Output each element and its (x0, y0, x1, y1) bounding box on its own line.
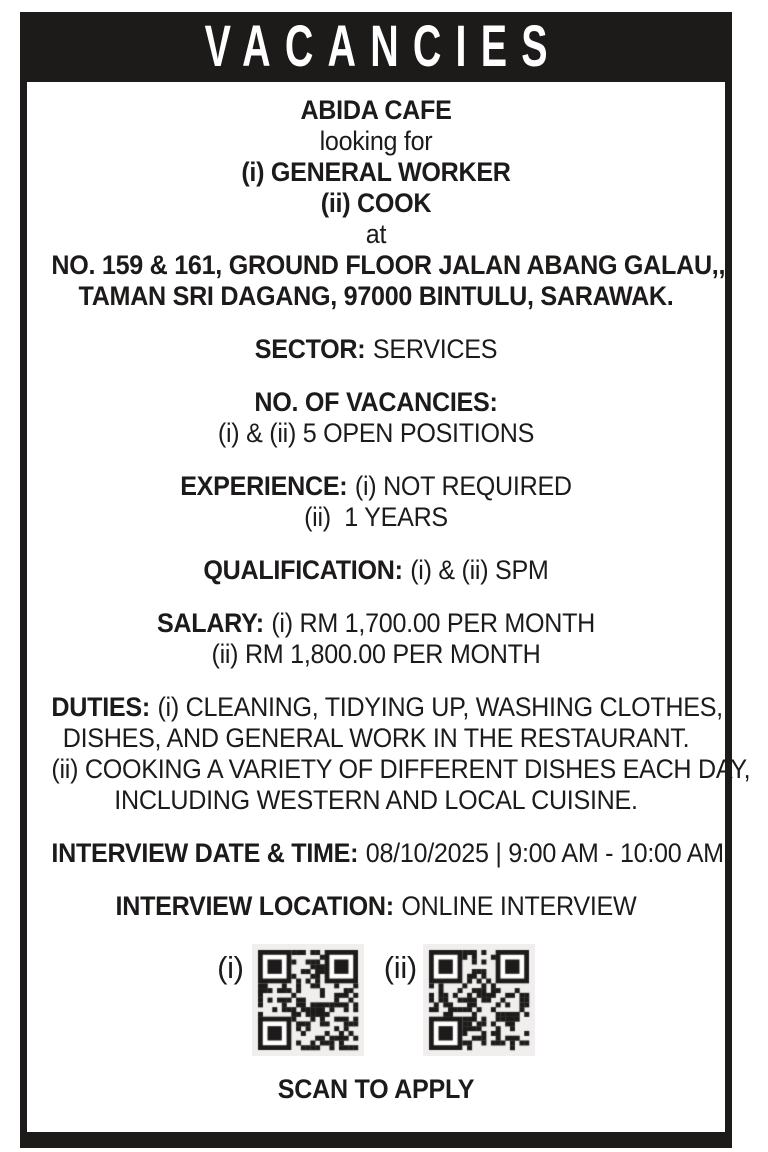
vacancies-header-bar (20, 12, 732, 82)
address-line-2: TAMAN SRI DAGANG, 97000 BINTULU, SARAWAK. (78, 281, 674, 311)
page-title: VACANCIES (204, 14, 562, 79)
position-cook: (ii) COOK (320, 188, 432, 218)
salary-value-1: (i) RM 1,700.00 PER MONTH (271, 608, 596, 638)
sector-label: SECTOR: (254, 334, 366, 364)
qualification-value: (i) & (ii) SPM (410, 555, 549, 585)
intro-section (27, 95, 725, 312)
salary-value-2: (ii) RM 1,800.00 PER MONTH (211, 639, 541, 669)
scan-to-apply-caption-block (27, 1074, 725, 1105)
qualification-label: QUALIFICATION: (203, 555, 403, 585)
interview-location-value: ONLINE INTERVIEW (401, 891, 637, 921)
poster-frame (20, 12, 751, 1148)
qualification-section (27, 555, 725, 586)
duties-line-2: DISHES, AND GENERAL WORK IN THE RESTAURANT. (62, 723, 690, 753)
vacancies-count-value: (i) & (ii) 5 OPEN POSITIONS (217, 418, 535, 448)
experience-value-2: (ii) 1 YEARS (304, 502, 448, 532)
at-text: at (365, 219, 387, 249)
interview-location-label: INTERVIEW LOCATION: (115, 891, 394, 921)
looking-for-text: looking for (319, 126, 433, 156)
interview-location-section (27, 891, 725, 922)
vacancies-count-section (27, 387, 725, 449)
qr-section (217, 944, 535, 1056)
position-general-worker: (i) GENERAL WORKER (241, 157, 511, 187)
interview-datetime-section (27, 838, 725, 869)
duties-label: DUTIES: (51, 692, 150, 722)
qr-label-i: (i) (217, 950, 244, 985)
qr-code-ii (423, 944, 535, 1056)
duties-line-3: (ii) COOKING A VARIETY OF DIFFERENT DISHES EACH DAY, (51, 754, 751, 784)
duties-line-1: (i) CLEANING, TIDYING UP, WASHING CLOTHES, (157, 692, 723, 722)
experience-section (27, 471, 725, 533)
experience-value-1: (i) NOT REQUIRED (354, 471, 572, 501)
salary-label: SALARY: (156, 608, 264, 638)
interview-datetime-value: 08/10/2025 | 9:00 AM - 10:00 AM (365, 838, 724, 868)
qr-label-ii: (ii) (383, 950, 417, 985)
poster-content (20, 82, 751, 1148)
duties-section (27, 692, 751, 816)
interview-datetime-label: INTERVIEW DATE & TIME: (51, 838, 359, 868)
experience-label: EXPERIENCE: (180, 471, 348, 501)
salary-section (27, 608, 725, 670)
sector-section (27, 334, 725, 365)
company-name: ABIDA CAFE (300, 95, 452, 125)
qr-code-i (252, 944, 364, 1056)
sector-value: SERVICES (372, 334, 498, 364)
scan-to-apply-caption: SCAN TO APPLY (277, 1074, 475, 1104)
vacancies-count-label: NO. OF VACANCIES: (254, 387, 498, 417)
address-line-1: NO. 159 & 161, GROUND FLOOR JALAN ABANG GALAU,, (51, 250, 726, 280)
duties-line-4: INCLUDING WESTERN AND LOCAL CUISINE. (114, 785, 638, 815)
